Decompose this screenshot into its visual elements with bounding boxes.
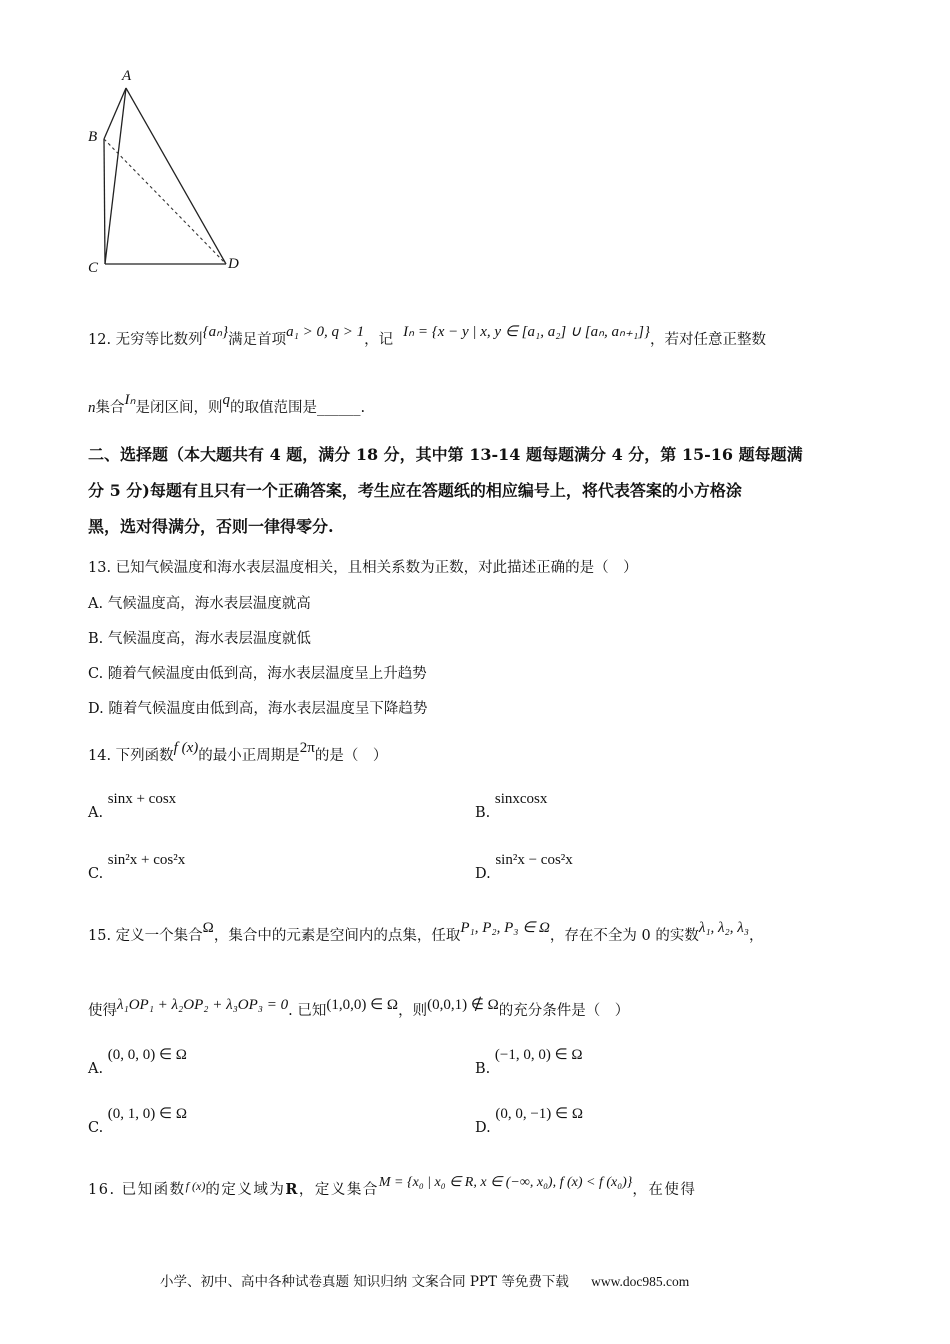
q16-fx: f (x) [185, 1179, 206, 1193]
q12-In: Iₙ [124, 392, 136, 408]
q15-option-d-letter: D. [475, 1120, 491, 1136]
q15-target: (0,0,1) ∉ Ω [427, 997, 499, 1013]
q14-option-d-letter: D. [475, 866, 491, 882]
q15-line2 [88, 999, 629, 1020]
section-2-line3: 黑，选对得满分，否则一律得零分. [88, 517, 334, 536]
q16-line1 [88, 1175, 697, 1199]
q15-option-a-letter: A. [88, 1061, 104, 1077]
section-2-heading [88, 437, 803, 545]
q14-option-d-expr: sin²x − cos²x [495, 852, 573, 868]
q13-option-c[interactable]: C. 随着气候温度由低到高，海水表层温度呈上升趋势 [88, 666, 427, 682]
q14-option-c-expr: sin²x + cos²x [107, 852, 186, 868]
q14-option-a-letter: A. [88, 805, 104, 821]
q12-seq: {aₙ} [202, 324, 229, 340]
q15-line2-c: ，则 [398, 1003, 428, 1019]
q12-suffix: ，若对任意正整数 [650, 332, 767, 348]
q14-option-d[interactable] [475, 852, 573, 882]
q14-option-c[interactable] [88, 852, 186, 882]
q14-option-b[interactable] [475, 791, 548, 821]
q14-period: 2π [299, 740, 315, 756]
q15-omega: Ω [202, 920, 214, 936]
q14-option-a-expr: sinx + cosx [107, 791, 177, 807]
edge-bc [104, 139, 105, 264]
q12-mid1: 满足首项 [228, 332, 287, 348]
page-footer [160, 1270, 689, 1290]
q15-points: P₁, P₂, P₃ ∈ Ω [460, 920, 550, 936]
q12-line2 [88, 392, 366, 417]
q15-comma: ， [748, 928, 764, 944]
q16-set: M = {x₀ | x₀ ∈ R, x ∈ (−∞, x₀), f (x) < f (x₀)} [378, 1175, 633, 1190]
tetrahedron-diagram [80, 68, 260, 283]
q13-stem: 13. 已知气候温度和海水表层温度相关，且相关系数为正数，对此描述正确的是（ ） [88, 560, 638, 576]
label-d: D [228, 256, 239, 272]
label-a: A [122, 68, 132, 84]
q15-line2-d: 的充分条件是（ ） [498, 1003, 630, 1019]
q13-option-a[interactable]: A. 气候温度高，海水表层温度就高 [88, 596, 311, 612]
q13-option-b[interactable]: B. 气候温度高，海水表层温度就低 [88, 631, 311, 647]
q15-lambdas: λ₁, λ₂, λ₃ [698, 920, 749, 936]
q16-mid2: ，定义集合 [298, 1182, 379, 1198]
q15-option-c[interactable] [88, 1104, 188, 1136]
q14-option-b-letter: B. [475, 805, 491, 821]
q15-option-b-expr: (−1, 0, 0) ∈ Ω [494, 1047, 583, 1063]
q15-known: (1,0,0) ∈ Ω [326, 997, 399, 1013]
q16-mid1: 的定义域为 [205, 1182, 286, 1198]
q12-line1 [88, 324, 767, 349]
q15-option-c-expr: (0, 1, 0) ∈ Ω [107, 1106, 188, 1122]
q15-option-c-letter: C. [88, 1120, 104, 1136]
q16-R: R [285, 1181, 299, 1198]
q14-fx: f (x) [173, 740, 199, 756]
edge-ac [105, 88, 126, 264]
q12-var-n: n [88, 400, 96, 416]
q12-var-q: q [222, 392, 230, 408]
q14-prefix: 14. 下列函数 [88, 748, 174, 764]
q15-option-d-expr: (0, 0, −1) ∈ Ω [495, 1106, 583, 1122]
section-2-line2: 分 5 分)每题有且只有一个正确答案，考生应在答题纸的相应编号上，将代表答案的小方格涂 [88, 481, 742, 500]
q15-line2-b: . 已知 [288, 1003, 327, 1019]
q14-stem [88, 740, 388, 765]
q14-option-a[interactable] [88, 791, 177, 821]
q15-option-d[interactable] [475, 1104, 583, 1136]
q15-option-b[interactable] [475, 1045, 583, 1077]
q15-option-a[interactable] [88, 1045, 187, 1077]
q16-suffix: ，在使得 [632, 1182, 697, 1198]
q12-line2-c: 的取值范围是______. [229, 400, 366, 416]
q14-suffix: 的是（ ） [314, 748, 388, 764]
q15-option-a-expr: (0, 0, 0) ∈ Ω [107, 1047, 187, 1063]
q12-set: Iₙ = {x − y | x, y ∈ [a₁, a₂] ∪ [aₙ, aₙ₊₁]} [403, 324, 651, 340]
q15-mid2: ，存在不全为 0 的实数 [549, 928, 699, 944]
q12-prefix: 12. 无穷等比数列 [88, 332, 203, 348]
q12-line2-b: 是闭区间，则 [135, 400, 223, 416]
q12-cond: a₁ > 0, q > 1 [286, 324, 365, 340]
q14-mid: 的最小正周期是 [198, 748, 300, 764]
footer-text: 小学、初中、高中各种试卷真题 知识归纳 文案合同 PPT 等免费下载 [160, 1274, 569, 1290]
label-c: C [88, 260, 99, 276]
footer-url[interactable]: www.doc985.com [591, 1274, 690, 1289]
geometry-figure [80, 68, 260, 283]
q15-option-b-letter: B. [475, 1061, 491, 1077]
q14-option-c-letter: C. [88, 866, 104, 882]
q15-eq: λ₁OP₁ + λ₂OP₂ + λ₃OP₃ = 0 [117, 997, 289, 1013]
q15-line2-a: 使得 [88, 1003, 117, 1019]
q13-option-d[interactable]: D. 随着气候温度由低到高，海水表层温度呈下降趋势 [88, 701, 428, 717]
q12-mid2: ，记 [364, 332, 394, 348]
q15-prefix: 15. 定义一个集合 [88, 928, 203, 944]
q12-line2-a: 集合 [95, 400, 125, 416]
section-2-line1: 二、选择题（本大题共有 4 题，满分 18 分，其中第 13-14 题每题满分 4 分，第 15-16 题每题满 [88, 445, 803, 464]
q14-option-b-expr: sinxcosx [494, 791, 548, 807]
q15-line1 [88, 920, 764, 945]
q15-mid1: ，集合中的元素是空间内的点集，任取 [213, 928, 461, 944]
edge-ad [126, 88, 226, 264]
q16-prefix: 16. 已知函数 [88, 1182, 186, 1198]
label-b: B [88, 129, 98, 145]
